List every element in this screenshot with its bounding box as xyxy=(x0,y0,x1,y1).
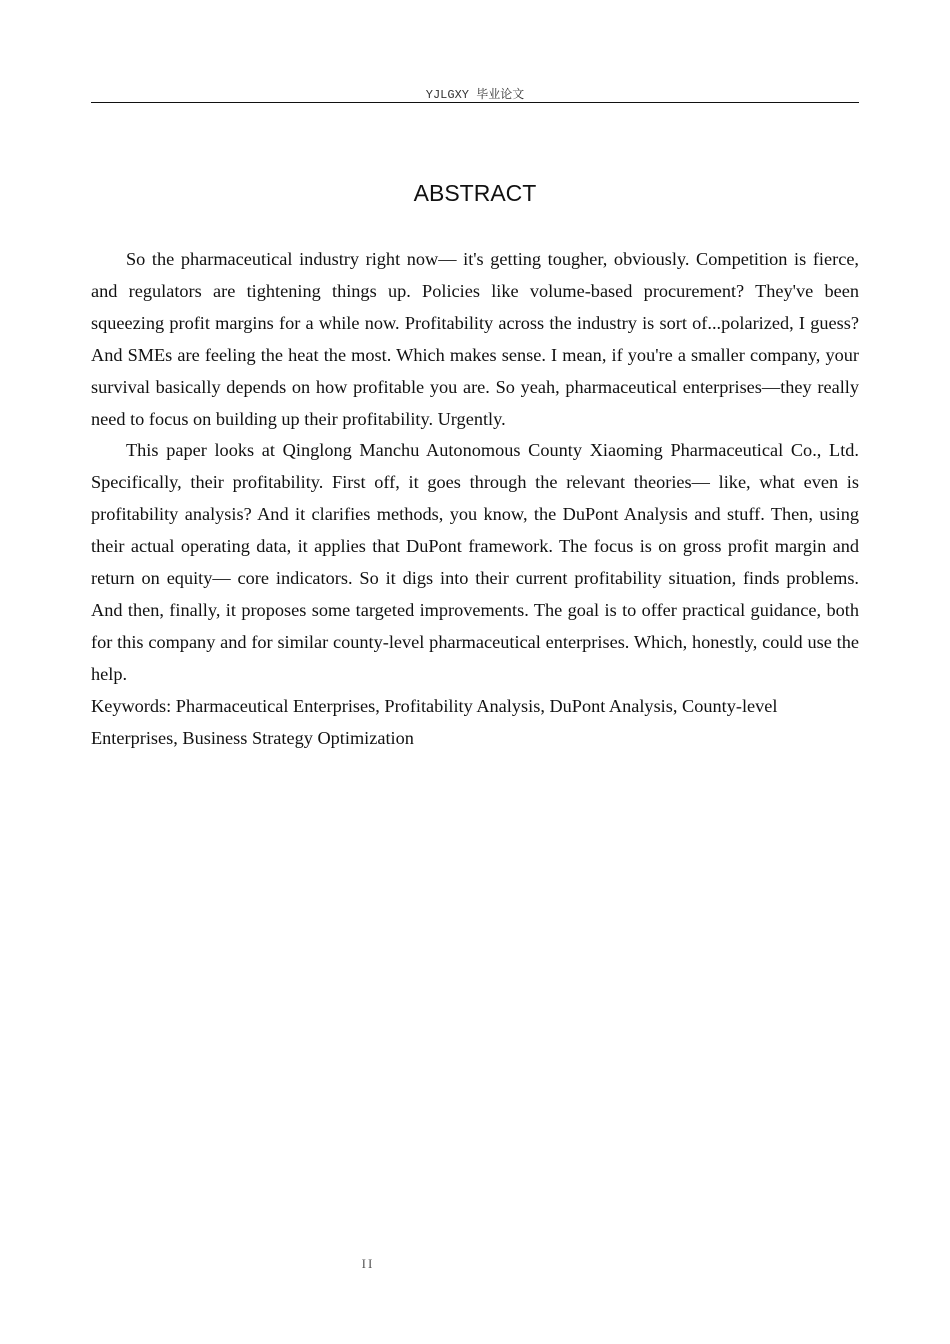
abstract-paragraph: This paper looks at Qinglong Manchu Autonomous County Xiaoming Pharmaceutical Co., Ltd. Specifically, their profitability. First off, it goes through the relevant theories— like, what even is profitability analysis? And it clarifies methods, you know, the DuPont Analysis and stuff. Then, using their actual operating data, it applies that DuPont framework. The focus is on gross profit margin and return on equity— core indicators. So it digs into their current profitability situation, finds problems. And then, finally, it proposes some targeted improvements. The goal is to offer practical guidance, both for this company and for similar county-level pharmaceutical enterprises. Which, honestly, could use the help. xyxy=(91,440,859,684)
keywords-line: Keywords: Pharmaceutical Enterprises, Profitability Analysis, DuPont Analysis, County-level Enterprises, Business Strategy Optimization xyxy=(91,695,778,748)
header-rule xyxy=(91,102,859,103)
abstract-paragraph: So the pharmaceutical industry right now— it's getting tougher, obviously. Competition is fierce, and regulators are tightening things up. Policies like volume-based procurement? They've been squeezing profit margins for a while now. Profitability across the industry is sort of...polarized, I guess? And SMEs are feeling the heat the most. Which makes sense. I mean, if you're a smaller company, your survival basically depends on how profitable you are. So yeah, pharmaceutical enterprises—they really need to focus on building up their profitability. Urgently. xyxy=(91,249,859,429)
abstract-body xyxy=(91,244,859,755)
abstract-title: ABSTRACT xyxy=(413,180,537,206)
running-header: YJLGXY 毕业论文 xyxy=(425,88,525,102)
page-number: II xyxy=(361,1256,375,1271)
